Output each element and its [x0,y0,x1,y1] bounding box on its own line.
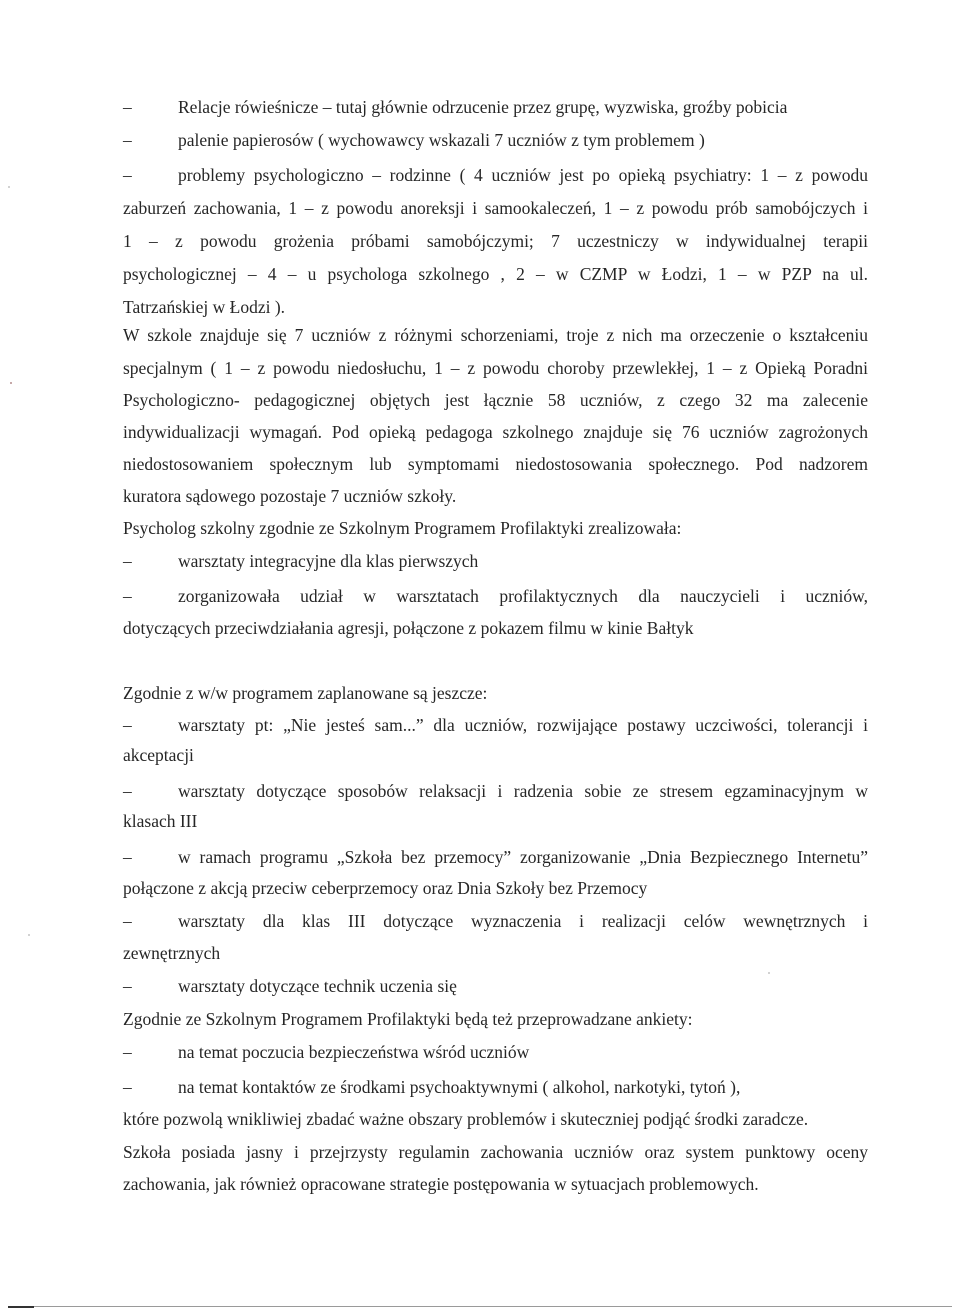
list-dash: – [123,586,132,606]
text-line: zaburzeń zachowania, 1 – z powodu anoreksji i samookaleczeń, 1 – z powodu prób samobójczych i [123,198,868,218]
list-item: zorganizowała udział w warsztatach profilaktycznych dla nauczycieli i uczniów, [178,586,868,606]
text-line: Psycholog szkolny zgodnie ze Szkolnym Programem Profilaktyki zrealizowała: [123,518,682,538]
list-item: warsztaty pt: „Nie jesteś sam...” dla uczniów, rozwijające postawy uczciwości, tolerancji i [178,715,868,735]
list-item: palenie papierosów ( wychowawcy wskazali 7 uczniów z tym problemem ) [178,130,705,150]
scan-speck [10,382,12,384]
list-item: Relacje rówieśnicze – tutaj głównie odrzucenie przez grupę, wyzwiska, groźby pobicia [178,97,788,117]
list-item: w ramach programu „Szkoła bez przemocy” zorganizowanie „Dnia Bezpiecznego Internetu” [178,847,868,867]
text-line: specjalnym ( 1 – z powodu niedosłuchu, 1 – z powodu choroby przewlekłej, 1 – z Opieką Poradni [123,358,868,378]
scan-speck [768,972,770,974]
list-dash: – [123,1042,132,1062]
list-dash: – [123,781,132,801]
list-dash: – [123,976,132,996]
text-line: indywidualizacji wymagań. Pod opieką pedagoga szkolnego znajduje się 76 uczniów zagrożonych [123,422,868,442]
text-line: dotyczących przeciwdziałania agresji, połączone z pokazem filmu w kinie Bałtyk [123,618,694,638]
text-line: które pozwolą wnikliwiej zbadać ważne obszary problemów i skuteczniej podjąć środki zaradcze. [123,1109,809,1129]
list-dash: – [123,911,132,931]
text-line: akceptacji [123,745,194,765]
list-item: warsztaty dotyczące technik uczenia się [178,976,457,996]
list-dash: – [123,97,132,117]
list-dash: – [123,130,132,150]
list-item: problemy psychologiczno – rodzinne ( 4 uczniów jest po opieką psychiatry: 1 – z powodu [178,165,868,185]
text-line: Tatrzańskiej w Łodzi ). [123,297,286,317]
list-item: warsztaty dla klas III dotyczące wyznaczenia i realizacji celów wewnętrznych i [178,911,868,931]
text-line: W szkole znajduje się 7 uczniów z różnymi schorzeniami, troje z nich ma orzeczenie o kształceniu [123,325,868,345]
text-line: Szkoła posiada jasny i przejrzysty regulamin zachowania uczniów oraz system punktowy oceny [123,1142,868,1162]
text-line: zachowania, jak również opracowane strategie postępowania w sytuacjach problemowych. [123,1174,759,1194]
list-dash: – [123,715,132,735]
text-line: połączone z akcją przeciw ceberprzemocy oraz Dnia Szkoły bez Przemocy [123,878,648,898]
scan-speck [8,186,10,188]
text-line: zewnętrznych [123,943,221,963]
list-dash: – [123,1077,132,1097]
page-bottom-rule-mark [8,1306,34,1308]
list-item: na temat poczucia bezpieczeństwa wśród uczniów [178,1042,530,1062]
list-item: warsztaty dotyczące sposobów relaksacji i radzenia sobie ze stresem egzaminacyjnym w [178,781,868,801]
list-item: na temat kontaktów ze środkami psychoaktywnymi ( alkohol, narkotyki, tytoń ), [178,1077,741,1097]
text-line: Zgodnie z w/w programem zaplanowane są jeszcze: [123,683,488,703]
text-line: Psychologiczno- pedagogicznej objętych jest łącznie 58 uczniów, z czego 32 ma zalecenie [123,390,868,410]
page-bottom-rule [8,1306,952,1307]
list-item: warsztaty integracyjne dla klas pierwszych [178,551,479,571]
text-line: kuratora sądowego pozostaje 7 uczniów szkoły. [123,486,457,506]
text-line: 1 – z powodu grożenia próbami samobójczymi; 7 uczestniczy w indywidualnej terapii [123,231,868,251]
text-line: klasach III [123,811,198,831]
scan-speck [28,934,30,936]
list-dash: – [123,551,132,571]
list-dash: – [123,165,132,185]
text-line: Zgodnie ze Szkolnym Programem Profilaktyki będą też przeprowadzane ankiety: [123,1009,693,1029]
text-line: psychologicznej – 4 – u psychologa szkolnego , 2 – w CZMP w Łodzi, 1 – w PZP na ul. [123,264,868,284]
list-dash: – [123,847,132,867]
text-line: niedostosowaniem społecznym lub symptomami niedostosowania społecznego. Pod nadzorem [123,454,868,474]
